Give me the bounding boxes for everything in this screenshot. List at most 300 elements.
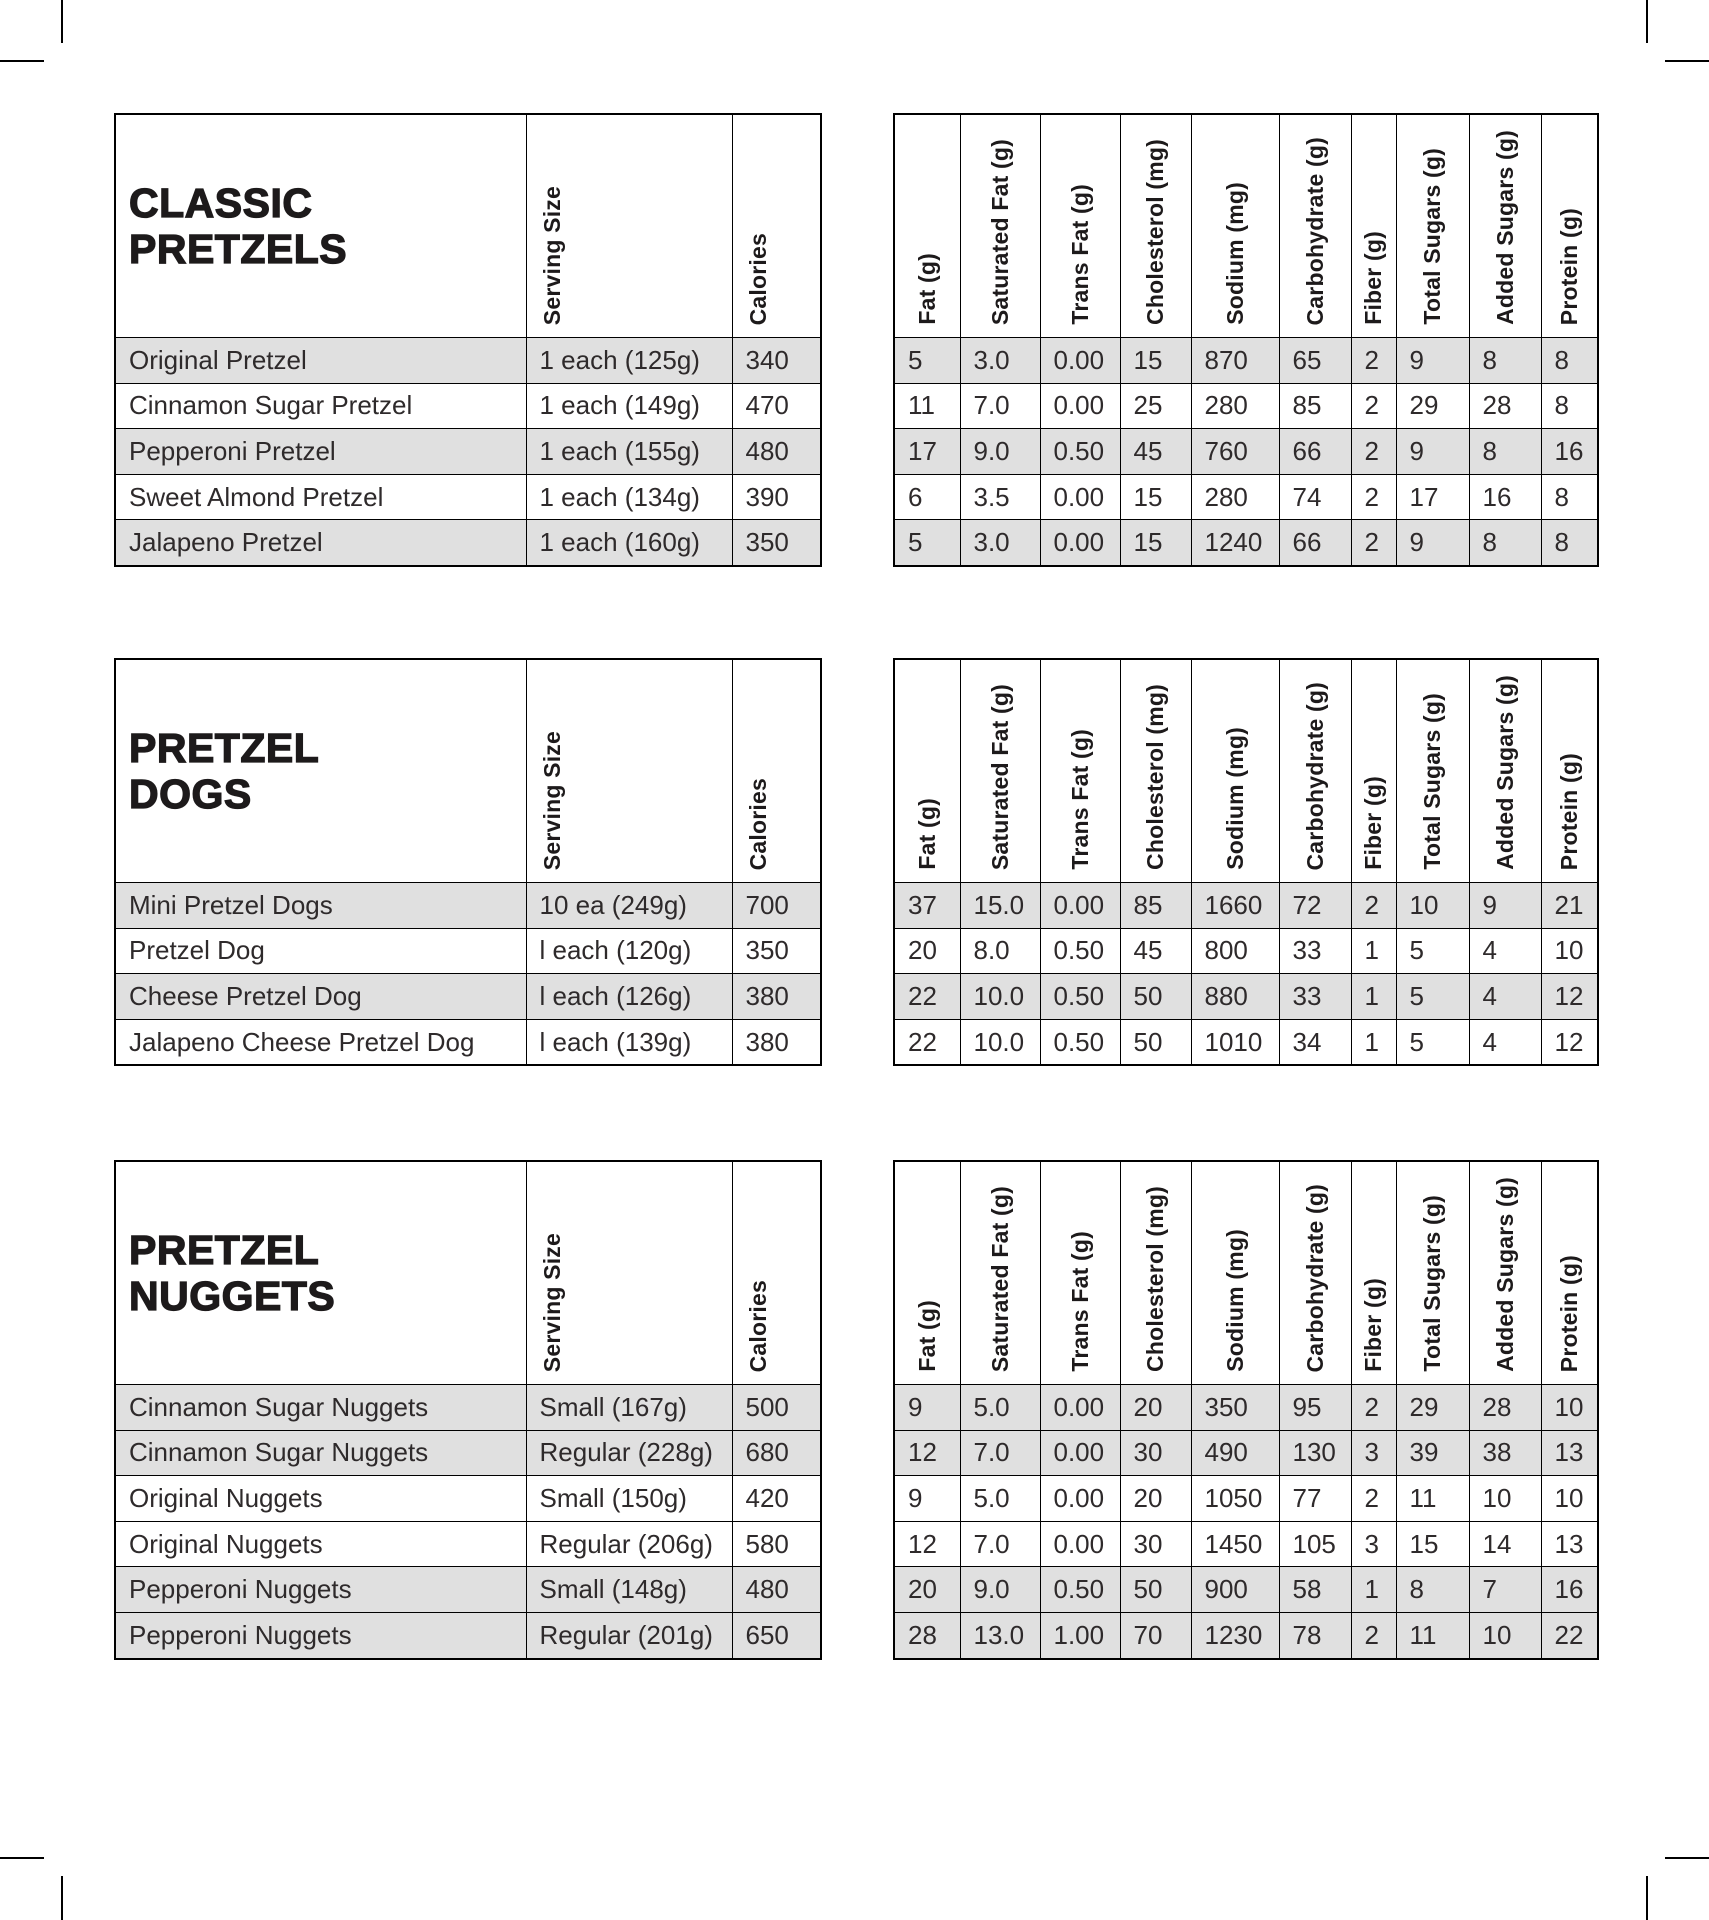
nutrition-column-header: Added Sugars (g) bbox=[1491, 130, 1518, 325]
table-row bbox=[894, 520, 1598, 566]
nutrition-column-header-cell bbox=[1120, 659, 1191, 883]
nutrition-value-cell: 12 bbox=[1541, 974, 1598, 1020]
table-row bbox=[115, 974, 821, 1020]
crop-mark-top-left-v bbox=[61, 0, 63, 43]
nutrition-value-cell: 66 bbox=[1279, 520, 1351, 566]
nutrition-value-cell: 0.00 bbox=[1040, 338, 1120, 384]
nutrition-value-cell: 490 bbox=[1191, 1430, 1279, 1476]
nutrition-value-cell: 1.00 bbox=[1040, 1612, 1120, 1658]
nutrition-column-header: Fat (g) bbox=[913, 1300, 940, 1372]
calories-cell: 340 bbox=[732, 338, 821, 384]
serving-size-header-cell bbox=[526, 659, 732, 883]
calories-header-cell bbox=[732, 659, 821, 883]
calories-cell: 420 bbox=[732, 1476, 821, 1522]
nutrition-value-cell: 39 bbox=[1396, 1430, 1469, 1476]
item-name-cell: Original Pretzel bbox=[115, 338, 526, 384]
nutrition-header-row bbox=[894, 659, 1598, 883]
nutrition-table bbox=[893, 1160, 1599, 1660]
nutrition-column-header-cell bbox=[1396, 114, 1469, 338]
nutrition-value-cell: 0.00 bbox=[1040, 883, 1120, 929]
serving-size-cell: l each (120g) bbox=[526, 928, 732, 974]
nutrition-value-cell: 17 bbox=[894, 429, 960, 475]
serving-size-cell: 1 each (160g) bbox=[526, 520, 732, 566]
items-header-row bbox=[115, 1161, 821, 1385]
nutrition-value-cell: 10 bbox=[1396, 883, 1469, 929]
nutrition-value-cell: 10.0 bbox=[960, 974, 1040, 1020]
nutrition-column-header-cell bbox=[1191, 1161, 1279, 1385]
nutrition-value-cell: 1010 bbox=[1191, 1019, 1279, 1065]
nutrition-column-header: Cholesterol (mg) bbox=[1142, 139, 1168, 325]
calories-header-cell bbox=[732, 114, 821, 338]
serving-size-cell: Small (167g) bbox=[526, 1385, 732, 1431]
table-row bbox=[115, 1430, 821, 1476]
nutrition-column-header: Total Sugars (g) bbox=[1419, 148, 1445, 325]
serving-size-cell: 1 each (155g) bbox=[526, 429, 732, 475]
nutrition-value-cell: 8 bbox=[1469, 429, 1541, 475]
nutrition-value-cell: 1450 bbox=[1191, 1521, 1279, 1567]
nutrition-value-cell: 130 bbox=[1279, 1430, 1351, 1476]
nutrition-column-header: Sodium (mg) bbox=[1221, 727, 1248, 870]
item-name-cell: Original Nuggets bbox=[115, 1521, 526, 1567]
nutrition-value-cell: 20 bbox=[894, 928, 960, 974]
calories-header: Calories bbox=[744, 1279, 771, 1372]
nutrition-value-cell: 22 bbox=[894, 1019, 960, 1065]
section-title-line-1: CLASSIC bbox=[129, 180, 313, 226]
nutrition-value-cell: 3.5 bbox=[960, 474, 1040, 520]
nutrition-value-cell: 13 bbox=[1541, 1430, 1598, 1476]
nutrition-value-cell: 72 bbox=[1279, 883, 1351, 929]
table-row bbox=[894, 928, 1598, 974]
nutrition-value-cell: 15 bbox=[1120, 520, 1191, 566]
serving-size-cell: l each (139g) bbox=[526, 1019, 732, 1065]
nutrition-value-cell: 38 bbox=[1469, 1430, 1541, 1476]
nutrition-value-cell: 900 bbox=[1191, 1567, 1279, 1613]
calories-cell: 680 bbox=[732, 1430, 821, 1476]
nutrition-column-header: Total Sugars (g) bbox=[1419, 1195, 1445, 1372]
section-title-line-2: NUGGETS bbox=[129, 1273, 336, 1319]
nutrition-value-cell: 8.0 bbox=[960, 928, 1040, 974]
nutrition-value-cell: 22 bbox=[894, 974, 960, 1020]
nutrition-value-cell: 17 bbox=[1396, 474, 1469, 520]
nutrition-value-cell: 0.50 bbox=[1040, 1567, 1120, 1613]
nutrition-value-cell: 20 bbox=[1120, 1385, 1191, 1431]
nutrition-value-cell: 1 bbox=[1351, 928, 1396, 974]
table-row bbox=[115, 1567, 821, 1613]
serving-size-header: Serving Size bbox=[538, 185, 565, 325]
nutrition-value-cell: 22 bbox=[1541, 1612, 1598, 1658]
nutrition-value-cell: 280 bbox=[1191, 474, 1279, 520]
nutrition-value-cell: 0.00 bbox=[1040, 1521, 1120, 1567]
nutrition-value-cell: 58 bbox=[1279, 1567, 1351, 1613]
nutrition-value-cell: 3.0 bbox=[960, 338, 1040, 384]
serving-size-cell: Small (148g) bbox=[526, 1567, 732, 1613]
nutrition-value-cell: 77 bbox=[1279, 1476, 1351, 1522]
nutrition-column-header: Saturated Fat (g) bbox=[986, 138, 1013, 325]
nutrition-value-cell: 5.0 bbox=[960, 1476, 1040, 1522]
nutrition-column-header-cell bbox=[1469, 659, 1541, 883]
nutrition-value-cell: 2 bbox=[1351, 429, 1396, 475]
nutrition-value-cell: 2 bbox=[1351, 474, 1396, 520]
nutrition-value-cell: 760 bbox=[1191, 429, 1279, 475]
item-name-cell: Pepperoni Nuggets bbox=[115, 1612, 526, 1658]
table-row bbox=[894, 474, 1598, 520]
calories-cell: 350 bbox=[732, 520, 821, 566]
nutrition-column-header-cell bbox=[1040, 659, 1120, 883]
table-row bbox=[894, 974, 1598, 1020]
nutrition-value-cell: 28 bbox=[1469, 383, 1541, 429]
item-name-cell: Original Nuggets bbox=[115, 1476, 526, 1522]
calories-cell: 480 bbox=[732, 1567, 821, 1613]
nutrition-value-cell: 800 bbox=[1191, 928, 1279, 974]
nutrition-value-cell: 65 bbox=[1279, 338, 1351, 384]
serving-size-header: Serving Size bbox=[538, 1232, 565, 1372]
nutrition-value-cell: 0.00 bbox=[1040, 1385, 1120, 1431]
nutrition-value-cell: 11 bbox=[1396, 1612, 1469, 1658]
item-name-cell: Pepperoni Nuggets bbox=[115, 1567, 526, 1613]
calories-cell: 350 bbox=[732, 928, 821, 974]
nutrition-value-cell: 2 bbox=[1351, 1385, 1396, 1431]
nutrition-value-cell: 0.50 bbox=[1040, 928, 1120, 974]
item-name-cell: Pepperoni Pretzel bbox=[115, 429, 526, 475]
nutrition-column-header-cell bbox=[1191, 114, 1279, 338]
table-row bbox=[115, 1612, 821, 1658]
nutrition-value-cell: 74 bbox=[1279, 474, 1351, 520]
serving-size-cell: Regular (228g) bbox=[526, 1430, 732, 1476]
nutrition-column-header-cell bbox=[960, 1161, 1040, 1385]
nutrition-column-header: Trans Fat (g) bbox=[1066, 184, 1093, 325]
nutrition-header-row bbox=[894, 1161, 1598, 1385]
calories-cell: 390 bbox=[732, 474, 821, 520]
nutrition-column-header-cell bbox=[1279, 659, 1351, 883]
table-row bbox=[894, 1430, 1598, 1476]
nutrition-column-header-cell bbox=[1396, 659, 1469, 883]
nutrition-value-cell: 0.00 bbox=[1040, 520, 1120, 566]
item-name-cell: Jalapeno Cheese Pretzel Dog bbox=[115, 1019, 526, 1065]
nutrition-value-cell: 7.0 bbox=[960, 383, 1040, 429]
nutrition-value-cell: 3 bbox=[1351, 1430, 1396, 1476]
calories-cell: 470 bbox=[732, 383, 821, 429]
nutrition-value-cell: 880 bbox=[1191, 974, 1279, 1020]
nutrition-column-header: Sodium (mg) bbox=[1221, 182, 1248, 325]
nutrition-value-cell: 0.50 bbox=[1040, 1019, 1120, 1065]
nutrition-column-header: Saturated Fat (g) bbox=[986, 1185, 1013, 1372]
crop-mark-top-right-h bbox=[1665, 60, 1709, 62]
nutrition-value-cell: 1 bbox=[1351, 1567, 1396, 1613]
table-row bbox=[115, 520, 821, 566]
section-title-line-2: DOGS bbox=[129, 771, 252, 817]
nutrition-value-cell: 5.0 bbox=[960, 1385, 1040, 1431]
nutrition-value-cell: 9.0 bbox=[960, 429, 1040, 475]
nutrition-value-cell: 9 bbox=[894, 1385, 960, 1431]
nutrition-value-cell: 34 bbox=[1279, 1019, 1351, 1065]
nutrition-value-cell: 350 bbox=[1191, 1385, 1279, 1431]
nutrition-value-cell: 0.00 bbox=[1040, 1476, 1120, 1522]
nutrition-value-cell: 2 bbox=[1351, 383, 1396, 429]
nutrition-column-header: Total Sugars (g) bbox=[1419, 693, 1445, 870]
serving-size-header-cell bbox=[526, 1161, 732, 1385]
nutrition-value-cell: 8 bbox=[1541, 474, 1598, 520]
nutrition-value-cell: 16 bbox=[1541, 429, 1598, 475]
item-name-cell: Sweet Almond Pretzel bbox=[115, 474, 526, 520]
nutrition-value-cell: 5 bbox=[894, 338, 960, 384]
section-title-line-1: PRETZEL bbox=[129, 725, 320, 771]
nutrition-value-cell: 9 bbox=[1469, 883, 1541, 929]
nutrition-value-cell: 11 bbox=[894, 383, 960, 429]
table-row bbox=[894, 1567, 1598, 1613]
items-header-row bbox=[115, 114, 821, 338]
nutrition-column-header-cell bbox=[1040, 114, 1120, 338]
nutrition-value-cell: 2 bbox=[1351, 1476, 1396, 1522]
nutrition-column-header-cell bbox=[1040, 1161, 1120, 1385]
nutrition-value-cell: 3.0 bbox=[960, 520, 1040, 566]
section-title bbox=[116, 725, 526, 817]
nutrition-value-cell: 1 bbox=[1351, 1019, 1396, 1065]
calories-header: Calories bbox=[744, 232, 771, 325]
nutrition-column-header: Protein (g) bbox=[1555, 752, 1582, 870]
table-row bbox=[894, 1521, 1598, 1567]
items-table bbox=[114, 1160, 822, 1660]
table-row bbox=[115, 928, 821, 974]
nutrition-value-cell: 30 bbox=[1120, 1430, 1191, 1476]
calories-cell: 580 bbox=[732, 1521, 821, 1567]
nutrition-value-cell: 9 bbox=[1396, 338, 1469, 384]
nutrition-column-header: Sodium (mg) bbox=[1221, 1229, 1248, 1372]
nutrition-column-header: Protein (g) bbox=[1555, 1254, 1582, 1372]
nutrition-value-cell: 16 bbox=[1541, 1567, 1598, 1613]
nutrition-table bbox=[893, 658, 1599, 1066]
nutrition-column-header: Fiber (g) bbox=[1360, 1278, 1386, 1372]
nutrition-value-cell: 15 bbox=[1396, 1521, 1469, 1567]
nutrition-column-header: Fat (g) bbox=[913, 253, 940, 325]
table-row bbox=[115, 1019, 821, 1065]
section-title-cell bbox=[115, 1161, 526, 1385]
items-table bbox=[114, 113, 822, 567]
serving-size-cell: Small (150g) bbox=[526, 1476, 732, 1522]
nutrition-value-cell: 21 bbox=[1541, 883, 1598, 929]
section-title bbox=[116, 180, 526, 272]
nutrition-value-cell: 8 bbox=[1396, 1567, 1469, 1613]
nutrition-value-cell: 280 bbox=[1191, 383, 1279, 429]
table-row bbox=[115, 1521, 821, 1567]
nutrition-column-header: Added Sugars (g) bbox=[1491, 1177, 1518, 1372]
nutrition-value-cell: 14 bbox=[1469, 1521, 1541, 1567]
item-name-cell: Pretzel Dog bbox=[115, 928, 526, 974]
calories-cell: 500 bbox=[732, 1385, 821, 1431]
section-title-line-1: PRETZEL bbox=[129, 1227, 320, 1273]
nutrition-value-cell: 0.00 bbox=[1040, 1430, 1120, 1476]
nutrition-column-header-cell bbox=[960, 114, 1040, 338]
nutrition-value-cell: 15 bbox=[1120, 338, 1191, 384]
nutrition-value-cell: 5 bbox=[1396, 928, 1469, 974]
nutrition-value-cell: 1240 bbox=[1191, 520, 1279, 566]
nutrition-value-cell: 25 bbox=[1120, 383, 1191, 429]
nutrition-value-cell: 29 bbox=[1396, 383, 1469, 429]
nutrition-value-cell: 2 bbox=[1351, 338, 1396, 384]
nutrition-column-header: Cholesterol (mg) bbox=[1142, 1186, 1168, 1372]
table-row bbox=[894, 383, 1598, 429]
nutrition-column-header-cell bbox=[1351, 1161, 1396, 1385]
crop-mark-bottom-right-v bbox=[1646, 1876, 1648, 1920]
nutrition-value-cell: 85 bbox=[1120, 883, 1191, 929]
nutrition-table bbox=[893, 113, 1599, 567]
nutrition-value-cell: 8 bbox=[1541, 383, 1598, 429]
nutrition-value-cell: 16 bbox=[1469, 474, 1541, 520]
item-name-cell: Cinnamon Sugar Nuggets bbox=[115, 1385, 526, 1431]
table-row bbox=[894, 429, 1598, 475]
nutrition-value-cell: 12 bbox=[894, 1430, 960, 1476]
nutrition-value-cell: 2 bbox=[1351, 1612, 1396, 1658]
nutrition-value-cell: 28 bbox=[1469, 1385, 1541, 1431]
table-row bbox=[115, 883, 821, 929]
nutrition-column-header: Cholesterol (mg) bbox=[1142, 684, 1168, 870]
calories-cell: 380 bbox=[732, 974, 821, 1020]
nutrition-value-cell: 10 bbox=[1541, 1476, 1598, 1522]
table-row bbox=[894, 883, 1598, 929]
nutrition-value-cell: 7.0 bbox=[960, 1430, 1040, 1476]
calories-cell: 650 bbox=[732, 1612, 821, 1658]
nutrition-value-cell: 2 bbox=[1351, 520, 1396, 566]
nutrition-column-header-cell bbox=[1120, 114, 1191, 338]
nutrition-value-cell: 9 bbox=[1396, 520, 1469, 566]
nutrition-column-header: Saturated Fat (g) bbox=[986, 683, 1013, 870]
item-name-cell: Jalapeno Pretzel bbox=[115, 520, 526, 566]
nutrition-column-header-cell bbox=[1541, 1161, 1598, 1385]
nutrition-value-cell: 0.00 bbox=[1040, 474, 1120, 520]
nutrition-value-cell: 33 bbox=[1279, 928, 1351, 974]
nutrition-header-row bbox=[894, 114, 1598, 338]
nutrition-column-header: Protein (g) bbox=[1555, 207, 1582, 325]
nutrition-column-header-cell bbox=[1469, 114, 1541, 338]
nutrition-value-cell: 12 bbox=[1541, 1019, 1598, 1065]
serving-size-cell: l each (126g) bbox=[526, 974, 732, 1020]
nutrition-value-cell: 1 bbox=[1351, 974, 1396, 1020]
nutrition-value-cell: 37 bbox=[894, 883, 960, 929]
nutrition-value-cell: 7 bbox=[1469, 1567, 1541, 1613]
table-row bbox=[115, 1385, 821, 1431]
nutrition-value-cell: 50 bbox=[1120, 974, 1191, 1020]
nutrition-value-cell: 9 bbox=[1396, 429, 1469, 475]
nutrition-value-cell: 20 bbox=[1120, 1476, 1191, 1522]
nutrition-value-cell: 70 bbox=[1120, 1612, 1191, 1658]
nutrition-value-cell: 2 bbox=[1351, 883, 1396, 929]
serving-size-cell: Regular (206g) bbox=[526, 1521, 732, 1567]
table-row bbox=[115, 1476, 821, 1522]
table-row bbox=[894, 338, 1598, 384]
nutrition-value-cell: 3 bbox=[1351, 1521, 1396, 1567]
nutrition-value-cell: 10.0 bbox=[960, 1019, 1040, 1065]
crop-mark-top-left-h bbox=[0, 60, 44, 62]
nutrition-value-cell: 15 bbox=[1120, 474, 1191, 520]
nutrition-column-header-cell bbox=[1351, 114, 1396, 338]
nutrition-value-cell: 29 bbox=[1396, 1385, 1469, 1431]
nutrition-value-cell: 870 bbox=[1191, 338, 1279, 384]
table-row bbox=[894, 1612, 1598, 1658]
nutrition-column-header: Fat (g) bbox=[913, 798, 940, 870]
nutrition-value-cell: 8 bbox=[1541, 338, 1598, 384]
nutrition-column-header-cell bbox=[1469, 1161, 1541, 1385]
table-row bbox=[115, 383, 821, 429]
nutrition-value-cell: 10 bbox=[1469, 1476, 1541, 1522]
nutrition-column-header-cell bbox=[894, 659, 960, 883]
nutrition-column-header-cell bbox=[1279, 114, 1351, 338]
nutrition-value-cell: 33 bbox=[1279, 974, 1351, 1020]
nutrition-value-cell: 30 bbox=[1120, 1521, 1191, 1567]
nutrition-value-cell: 78 bbox=[1279, 1612, 1351, 1658]
nutrition-column-header: Trans Fat (g) bbox=[1066, 729, 1093, 870]
serving-size-cell: 1 each (149g) bbox=[526, 383, 732, 429]
table-row bbox=[894, 1019, 1598, 1065]
crop-mark-top-right-v bbox=[1646, 0, 1648, 43]
nutrition-value-cell: 7.0 bbox=[960, 1521, 1040, 1567]
nutrition-column-header-cell bbox=[1120, 1161, 1191, 1385]
nutrition-value-cell: 1660 bbox=[1191, 883, 1279, 929]
nutrition-column-header-cell bbox=[894, 1161, 960, 1385]
serving-size-cell: 1 each (125g) bbox=[526, 338, 732, 384]
nutrition-value-cell: 66 bbox=[1279, 429, 1351, 475]
crop-mark-bottom-left-v bbox=[61, 1876, 63, 1920]
section-title-cell bbox=[115, 659, 526, 883]
table-row bbox=[894, 1385, 1598, 1431]
nutrition-value-cell: 12 bbox=[894, 1521, 960, 1567]
calories-header-cell bbox=[732, 1161, 821, 1385]
nutrition-value-cell: 8 bbox=[1541, 520, 1598, 566]
nutrition-value-cell: 5 bbox=[1396, 974, 1469, 1020]
serving-size-cell: Regular (201g) bbox=[526, 1612, 732, 1658]
nutrition-value-cell: 8 bbox=[1469, 338, 1541, 384]
table-row bbox=[115, 338, 821, 384]
nutrition-value-cell: 105 bbox=[1279, 1521, 1351, 1567]
nutrition-column-header: Added Sugars (g) bbox=[1491, 675, 1518, 870]
nutrition-value-cell: 0.00 bbox=[1040, 383, 1120, 429]
crop-mark-bottom-right-h bbox=[1665, 1857, 1709, 1859]
serving-size-header: Serving Size bbox=[538, 730, 565, 870]
items-header-row bbox=[115, 659, 821, 883]
item-name-cell: Cinnamon Sugar Pretzel bbox=[115, 383, 526, 429]
serving-size-cell: 1 each (134g) bbox=[526, 474, 732, 520]
nutrition-column-header: Fiber (g) bbox=[1360, 231, 1386, 325]
nutrition-column-header: Carbohydrate (g) bbox=[1301, 681, 1328, 870]
nutrition-value-cell: 5 bbox=[1396, 1019, 1469, 1065]
nutrition-value-cell: 10 bbox=[1541, 1385, 1598, 1431]
nutrition-column-header: Carbohydrate (g) bbox=[1301, 1183, 1328, 1372]
section-title-cell bbox=[115, 114, 526, 338]
section-title bbox=[116, 1227, 526, 1319]
serving-size-cell: 10 ea (249g) bbox=[526, 883, 732, 929]
nutrition-value-cell: 45 bbox=[1120, 429, 1191, 475]
table-row bbox=[115, 429, 821, 475]
nutrition-column-header-cell bbox=[1191, 659, 1279, 883]
nutrition-column-header: Fiber (g) bbox=[1360, 776, 1386, 870]
nutrition-column-header-cell bbox=[960, 659, 1040, 883]
nutrition-value-cell: 95 bbox=[1279, 1385, 1351, 1431]
item-name-cell: Cinnamon Sugar Nuggets bbox=[115, 1430, 526, 1476]
item-name-cell: Mini Pretzel Dogs bbox=[115, 883, 526, 929]
nutrition-value-cell: 10 bbox=[1469, 1612, 1541, 1658]
nutrition-value-cell: 45 bbox=[1120, 928, 1191, 974]
items-table bbox=[114, 658, 822, 1066]
nutrition-value-cell: 0.50 bbox=[1040, 429, 1120, 475]
nutrition-value-cell: 13 bbox=[1541, 1521, 1598, 1567]
nutrition-column-header-cell bbox=[1279, 1161, 1351, 1385]
crop-mark-bottom-left-h bbox=[0, 1857, 44, 1859]
table-row bbox=[115, 474, 821, 520]
nutrition-value-cell: 5 bbox=[894, 520, 960, 566]
nutrition-column-header: Trans Fat (g) bbox=[1066, 1231, 1093, 1372]
nutrition-value-cell: 1230 bbox=[1191, 1612, 1279, 1658]
nutrition-column-header-cell bbox=[1541, 659, 1598, 883]
nutrition-value-cell: 85 bbox=[1279, 383, 1351, 429]
serving-size-header-cell bbox=[526, 114, 732, 338]
